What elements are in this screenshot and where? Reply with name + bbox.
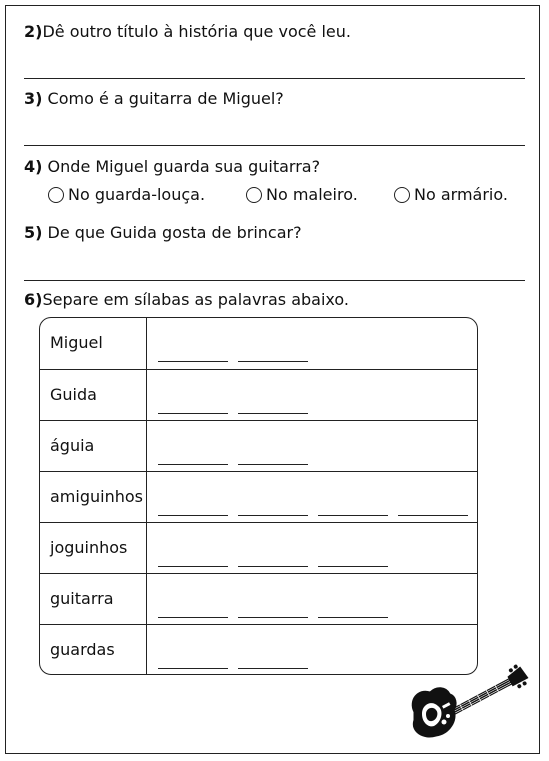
word-cell: joguinhos (50, 538, 128, 557)
table-row (40, 369, 477, 420)
question-5 (24, 223, 302, 242)
syllable-blank[interactable] (318, 515, 388, 516)
question-4-number: 4) (24, 157, 43, 176)
question-4 (24, 157, 320, 176)
syllable-blank[interactable] (158, 566, 228, 567)
syllable-blank[interactable] (398, 515, 468, 516)
syllable-table (39, 317, 478, 675)
word-cell: guardas (50, 640, 115, 659)
radio-circle-icon[interactable] (246, 187, 262, 203)
question-6-text: Separe em sílabas as palavras abaixo. (42, 290, 349, 309)
question-3-text: Como é a guitarra de Miguel? (47, 89, 284, 108)
syllable-blank[interactable] (158, 515, 228, 516)
syllable-blank[interactable] (318, 617, 388, 618)
option-armario[interactable] (394, 185, 508, 204)
syllable-blank[interactable] (238, 361, 308, 362)
answer-line-3[interactable] (24, 145, 525, 146)
word-cell: Miguel (50, 333, 103, 352)
syllable-blank[interactable] (238, 566, 308, 567)
option-label: No armário. (414, 185, 508, 204)
syllable-blank[interactable] (238, 413, 308, 414)
question-2-text: Dê outro título à história que você leu. (42, 22, 351, 41)
table-row (40, 471, 477, 522)
option-label: No maleiro. (266, 185, 358, 204)
answer-line-5[interactable] (24, 280, 525, 281)
word-cell: guitarra (50, 589, 114, 608)
word-cell: amiguinhos (50, 487, 143, 506)
option-guarda-louca[interactable] (48, 185, 205, 204)
question-2-number: 2) (24, 22, 43, 41)
question-5-text: De que Guida gosta de brincar? (47, 223, 302, 242)
question-6 (24, 290, 349, 309)
question-3 (24, 89, 284, 108)
syllable-blank[interactable] (238, 668, 308, 669)
syllable-blank[interactable] (158, 617, 228, 618)
answer-line-2[interactable] (24, 78, 525, 79)
radio-circle-icon[interactable] (48, 187, 64, 203)
word-cell: Guida (50, 385, 97, 404)
syllable-blank[interactable] (238, 464, 308, 465)
option-maleiro[interactable] (246, 185, 358, 204)
guitar-icon (406, 664, 536, 744)
question-6-number: 6) (24, 290, 43, 309)
table-row (40, 420, 477, 471)
option-label: No guarda-louça. (68, 185, 206, 204)
syllable-blank[interactable] (158, 668, 228, 669)
word-cell: águia (50, 436, 95, 455)
radio-circle-icon[interactable] (394, 187, 410, 203)
question-2 (24, 22, 351, 41)
table-row (40, 318, 477, 369)
table-row (40, 522, 477, 573)
question-3-number: 3) (24, 89, 43, 108)
syllable-blank[interactable] (318, 566, 388, 567)
question-4-text: Onde Miguel guarda sua guitarra? (47, 157, 321, 176)
question-5-number: 5) (24, 223, 43, 242)
syllable-blank[interactable] (158, 361, 228, 362)
table-row (40, 573, 477, 624)
syllable-blank[interactable] (238, 515, 308, 516)
syllable-blank[interactable] (238, 617, 308, 618)
syllable-blank[interactable] (158, 413, 228, 414)
syllable-blank[interactable] (158, 464, 228, 465)
